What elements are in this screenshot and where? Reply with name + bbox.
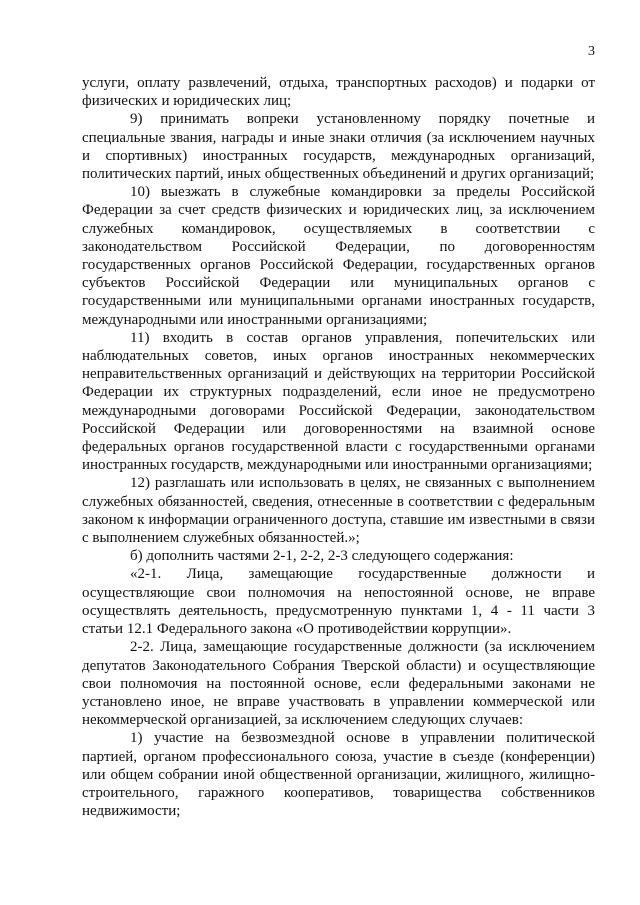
paragraph-part-2-2: 2-2. Лица, замещающие государственные должности (за исключением депутатов Законодательного Собрания Тверской области) и осуществляющие свои полномочия на постоянной основе, если федеральными законами не установлено иное, не вправе участвовать в управлении коммерческой или некоммерческой организацией, за исключением следующих случаев:: [82, 639, 595, 729]
document-body: [82, 74, 595, 820]
paragraph-subitem-b: б) дополнить частями 2-1, 2-2, 2-3 следующего содержания:: [130, 548, 514, 565]
paragraph-item-12: 12) разглашать или использовать в целях, не связанных с выполнением служебных обязанностей, сведения, отнесенные в соответствии с федеральным законом к информации ограниченного доступа, ставшие им известными в связи с выполнением служебных обязанностей.»;: [82, 475, 595, 547]
page-number: 3: [588, 44, 595, 59]
paragraph-continuation: услуги, оплату развлечений, отдыха, транспортных расходов) и подарки от физических и юридических лиц;: [82, 75, 595, 110]
paragraph-item-10: 10) выезжать в служебные командировки за пределы Российской Федерации за счет средств физических и юридических лиц, за исключением служебных командировок, осуществляемых в соответствии с законодательством Российской Федерации, по договоренностям государственных органов Российской Федерации, государственных органов субъектов Российской Федерации или муниципальных органов с государственными или муниципальными органами иностранных государств, международными или иностранными организациями;: [82, 184, 595, 328]
paragraph-part-2-1: «2-1. Лица, замещающие государственные должности и осуществляющие свои полномочия на непостоянной основе, не вправе осуществлять деятельность, предусмотренную пунктами 1, 4 - 11 части 3 статьи 12.1 Федерального закона «О противодействии коррупции».: [82, 566, 595, 638]
paragraph-item-9: 9) принимать вопреки установленному порядку почетные и специальные звания, награды и иные знаки отличия (за исключением научных и спортивных) иностранных государств, международных организаций, политических партий, иных общественных объединений и других организаций;: [82, 111, 595, 183]
paragraph-part-2-2-item-1: 1) участие на безвозмездной основе в управлении политической партией, органом профессионального союза, участие в съезде (конференции) или общем собрании иной общественной организации, жилищного, жилищно-строительного, гаражного кооперативов, товарищества собственников недвижимости;: [82, 730, 595, 820]
paragraph-item-11: 11) входить в состав органов управления, попечительских или наблюдательных советов, иных органов иностранных некоммерческих неправительственных организаций и действующих на территории Российской Федерации их структурных подразделений, если иное не предусмотрено международными договорами Российской Федерации, законодательством Российской Федерации или договоренностями на взаимной основе федеральных органов государственной власти с государственными органами иностранных государств, международными или иностранными организациями;: [82, 329, 595, 474]
